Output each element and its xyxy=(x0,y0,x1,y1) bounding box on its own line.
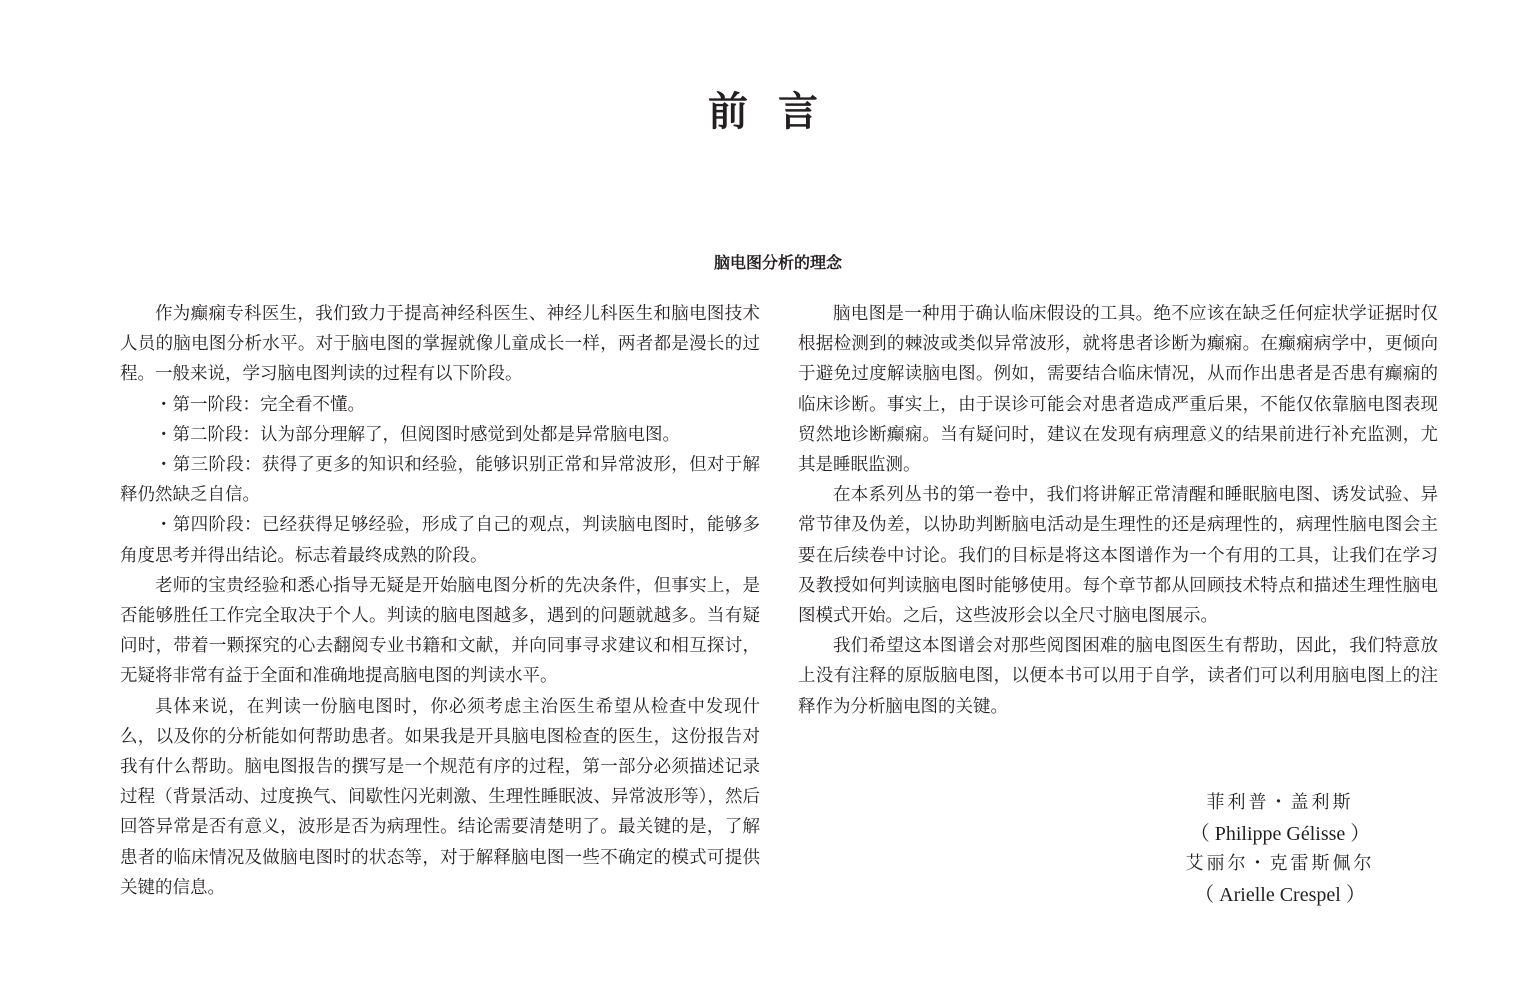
stage-four-item: ・第四阶段：已经获得足够经验，形成了自己的观点，判读脑电图时，能够多角度思考并得出结论。标志着最终成熟的阶段。 xyxy=(120,515,760,566)
stage-three-item: ・第三阶段：获得了更多的知识和经验，能够识别正常和异常波形，但对于解释仍然缺乏自信。 xyxy=(120,455,760,506)
author1-chinese-name: 菲利普・盖利斯 xyxy=(1206,792,1354,813)
stage-one-item: ・第一阶段：完全看不懂。 xyxy=(155,394,365,415)
author2-chinese-name: 艾丽尔・克雷斯佩尔 xyxy=(1185,853,1375,874)
page-title: 前言 xyxy=(708,88,848,135)
author1-latin-name: （ Philippe Gélisse ） xyxy=(1189,822,1371,845)
right-column xyxy=(798,299,1438,722)
author-signature xyxy=(1130,788,1430,910)
section-title: 脑电图分析的理念 xyxy=(713,253,842,272)
series-paragraph: 在本系列丛书的第一卷中，我们将讲解正常清醒和睡眠脑电图、诱发试验、异常节律及伪差，以协助判断脑电活动是生理性的还是病理性的，病理性脑电图会主要在后续卷中讨论。我们的目标是将这本图谱作为一个有用的工具，让我们在学习及教授如何判读脑电图时能够使用。每个章节都从回顾技术特点和描述生理性脑电图模式开始。之后，这些波形会以全尺寸脑电图展示。 xyxy=(798,485,1438,627)
left-column xyxy=(120,299,760,903)
hope-paragraph: 我们希望这本图谱会对那些阅图困难的脑电图医生有帮助，因此，我们特意放上没有注释的原版脑电图，以便本书可以用于自学，读者们可以利用脑电图上的注释作为分析脑电图的关键。 xyxy=(798,636,1438,717)
intro-paragraph: 作为癫痫专科医生，我们致力于提高神经科医生、神经儿科医生和脑电图技术人员的脑电图分析水平。对于脑电图的掌握就像儿童成长一样，两者都是漫长的过程。一般来说，学习脑电图判读的过程有以下阶段。 xyxy=(120,304,760,385)
specifics-paragraph: 具体来说，在判读一份脑电图时，你必须考虑主治医生希望从检查中发现什么，以及你的分析能如何帮助患者。如果我是开具脑电图检查的医生，这份报告对我有什么帮助。脑电图报告的撰写是一个规范有序的过程，第一部分必须描述记录过程（背景活动、过度换气、间歇性闪光刺激、生理性睡眠波、异常波形等），然后回答异常是否有意义，波形是否为病理性。结论需要清楚明了。最关键的是，了解患者的临床情况及做脑电图时的状态等，对于解释脑电图一些不确定的模式可提供关键的信息。 xyxy=(120,696,760,898)
tool-paragraph: 脑电图是一种用于确认临床假设的工具。绝不应该在缺乏任何症状学证据时仅根据检测到的棘波或类似异常波形，就将患者诊断为癫痫。在癫痫病学中，更倾向于避免过度解读脑电图。例如，需要结合临床情况，从而作出患者是否患有癫痫的临床诊断。事实上，由于误诊可能会对患者造成严重后果，不能仅依靠脑电图表现贸然地诊断癫痫。当有疑问时，建议在发现有病理意义的结果前进行补充监测，尤其是睡眠监测。 xyxy=(798,304,1438,476)
teacher-paragraph: 老师的宝贵经验和悉心指导无疑是开始脑电图分析的先决条件，但事实上，是否能够胜任工作完全取决于个人。判读的脑电图越多，遇到的问题就越多。当有疑问时，带着一颗探究的心去翻阅专业书籍和文献，并向同事寻求建议和相互探讨，无疑将非常有益于全面和准确地提高脑电图的判读水平。 xyxy=(120,575,760,687)
author2-latin-name: （ Arielle Crespel ） xyxy=(1194,883,1366,906)
stage-two-item: ・第二阶段：认为部分理解了，但阅图时感觉到处都是异常脑电图。 xyxy=(155,424,680,445)
